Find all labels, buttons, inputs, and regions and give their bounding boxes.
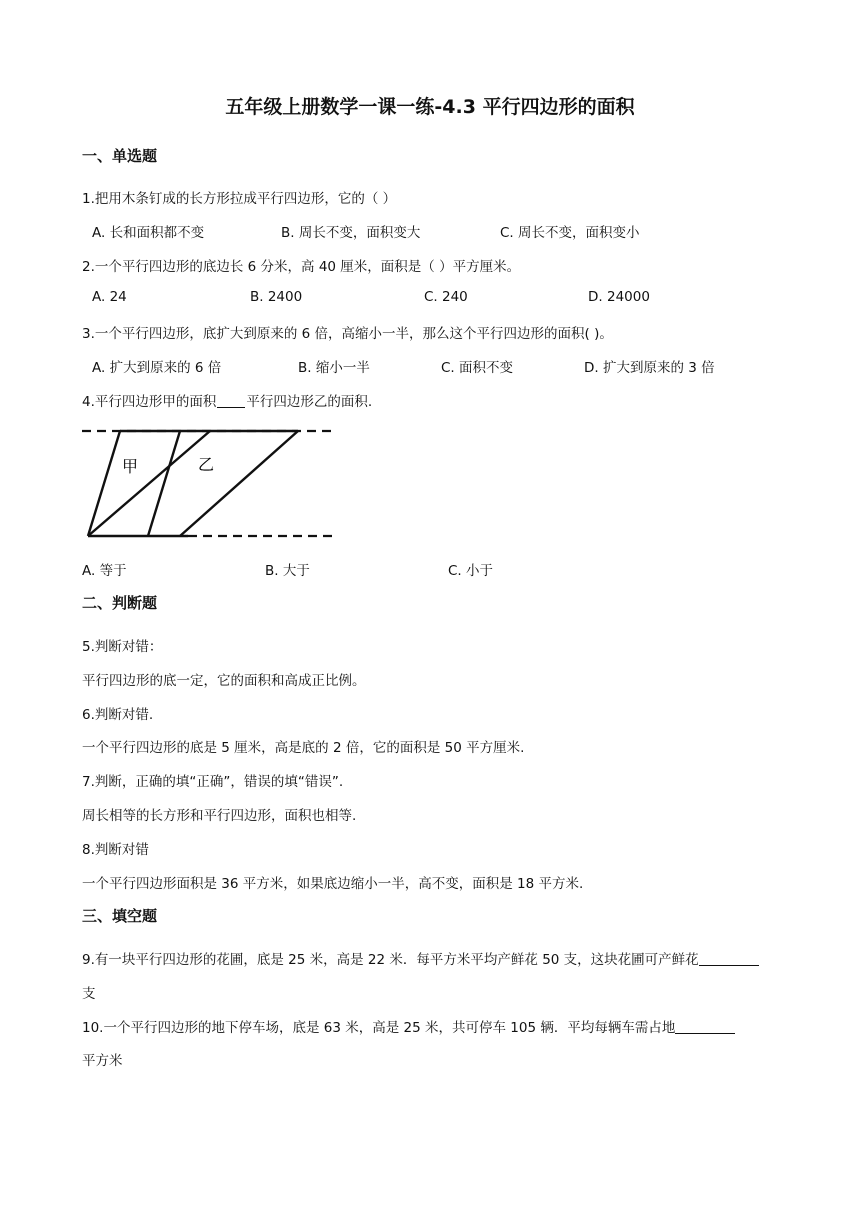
question-9-tail: 支 [82,986,96,1002]
q10-text: 10.一个平行四边形的地下停车场，底是 63 米，高是 25 米，共可停车 105 辆．平均每辆车需占地 [82,1020,676,1036]
jia-left-side [88,431,120,536]
q9-answer-blank[interactable] [699,951,759,966]
question-8-statement: 一个平行四边形面积是 36 平方米，如果底边缩小一半，高不变，面积是 18 平方米. [82,876,584,892]
question-4-text [82,390,372,410]
q1-option-b[interactable]: B. 周长不变，面积变大 [281,225,421,241]
yi-right-side [180,431,298,536]
q3-option-d[interactable]: D. 扩大到原来的 3 倍 [584,360,715,376]
question-6-text: 6.判断对错. [82,707,154,723]
q3-option-a[interactable]: A. 扩大到原来的 6 倍 [92,360,222,376]
question-6-statement: 一个平行四边形的底是 5 厘米，高是底的 2 倍，它的面积是 50 平方厘米. [82,740,525,756]
question-7-statement: 周长相等的长方形和平行四边形，面积也相等. [82,808,357,824]
question-2-text: 2.一个平行四边形的底边长 6 分米，高 40 厘米，面积是（ ）平方厘米。 [82,259,521,275]
question-3-text: 3.一个平行四边形，底扩大到原来的 6 倍，高缩小一半，那么这个平行四边形的面积( )。 [82,326,613,342]
q4-option-a[interactable]: A. 等于 [82,563,127,579]
q2-option-d[interactable]: D. 24000 [588,289,650,305]
q9-text: 9.有一块平行四边形的花圃，底是 25 米，高是 22 米．每平方米平均产鲜花 50 支，这块花圃可产鲜花 [82,952,699,968]
q4-option-c[interactable]: C. 小于 [448,563,494,579]
q4-option-b[interactable]: B. 大于 [265,563,310,579]
yi-left-side [88,431,210,536]
q3-option-c[interactable]: C. 面积不变 [441,360,514,376]
q2-option-c[interactable]: C. 240 [424,289,468,305]
section-heading-true-false: 二、判断题 [82,594,158,612]
label-jia: 甲 [122,457,139,476]
jia-right-side [148,431,180,536]
q4-answer-blank[interactable] [217,393,245,408]
question-5-text: 5.判断对错： [82,639,163,655]
q2-option-a[interactable]: A. 24 [92,289,127,305]
q1-option-a[interactable]: A. 长和面积都不变 [92,225,205,241]
question-9-text [82,948,759,968]
q2-option-b[interactable]: B. 2400 [250,289,303,305]
page-title: 五年级上册数学一课一练-4.3 平行四边形的面积 [225,96,635,118]
question-10-text [82,1016,735,1036]
label-yi: 乙 [198,455,215,474]
question-5-statement: 平行四边形的底一定，它的面积和高成正比例。 [82,673,366,689]
section-heading-fill-blank: 三、填空题 [82,907,158,925]
question-1-text: 1.把用木条钉成的长方形拉成平行四边形，它的（ ） [82,191,397,207]
q1-option-c[interactable]: C. 周长不变，面积变小 [500,225,640,241]
section-heading-single-choice: 一、单选题 [82,147,158,165]
q4-text-after: 平行四边形乙的面积. [246,394,373,410]
question-7-text: 7.判断，正确的填“正确”，错误的填“错误”. [82,774,344,790]
question-10-tail: 平方米 [82,1053,123,1069]
q4-text-before: 4.平行四边形甲的面积 [82,394,217,410]
q3-option-b[interactable]: B. 缩小一半 [298,360,370,376]
question-8-text: 8.判断对错 [82,842,149,858]
q10-answer-blank[interactable] [675,1019,735,1034]
parallelogram-figure [80,424,340,544]
